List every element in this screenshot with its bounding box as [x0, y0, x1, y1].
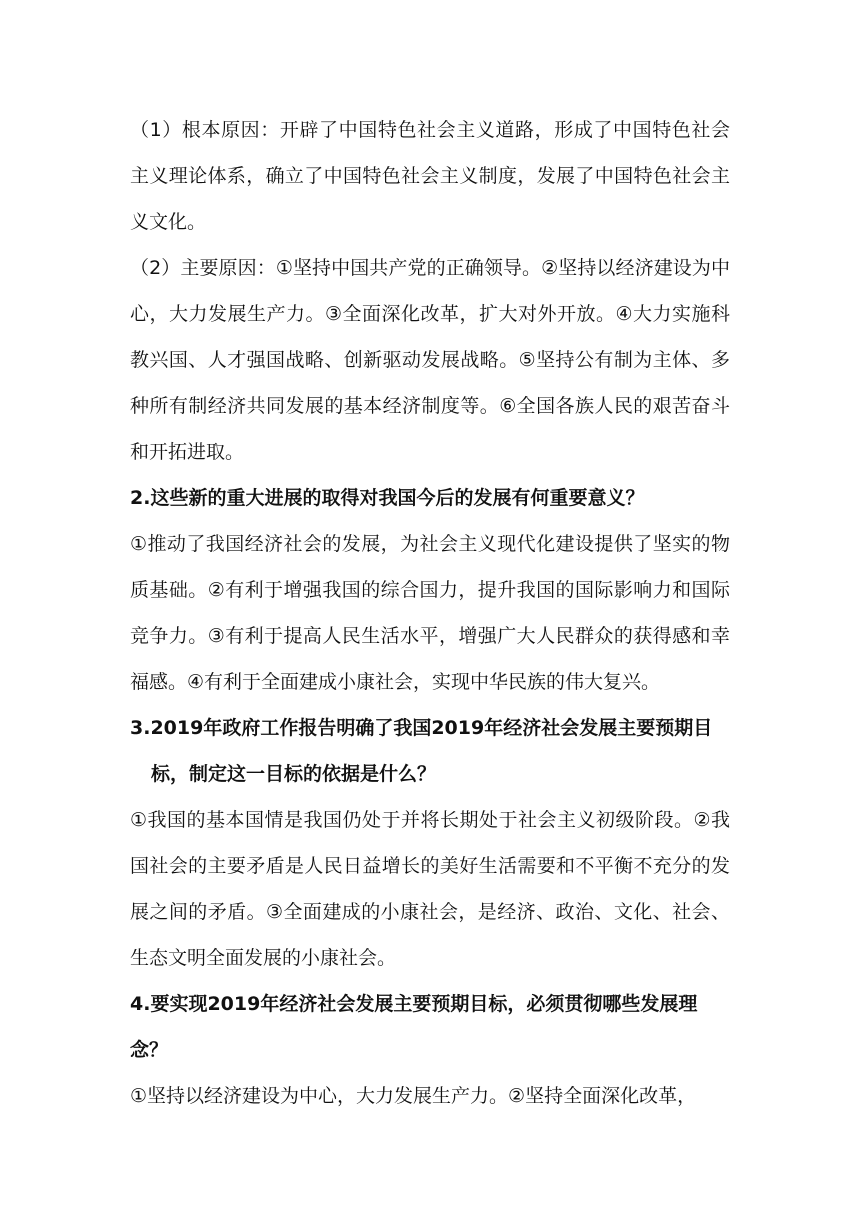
- answer-paragraph-root-cause: （1）根本原因：开辟了中国特色社会主义道路，形成了中国特色社会主义理论体系，确立了中国特色社会主义制度，发展了中国特色社会主义文化。: [130, 119, 730, 233]
- question-2-heading: 2.这些新的重大进展的取得对我国今后的发展有何重要意义？: [130, 487, 645, 509]
- answer-paragraph-basis: ①我国的基本国情是我国仍处于并将长期处于社会主义初级阶段。②我国社会的主要矛盾是人民日益增长的美好生活需要和不平衡不充分的发展之间的矛盾。③全面建成的小康社会，是经济、政治、文化、社会、生态文明全面发展的小康社会。: [130, 809, 730, 969]
- answer-paragraph-significance: ①推动了我国经济社会的发展，为社会主义现代化建设提供了坚实的物质基础。②有利于增强我国的综合国力，提升我国的国际影响力和国际竞争力。③有利于提高人民生活水平，增强广大人民群众的获得感和幸福感。④有利于全面建成小康社会，实现中华民族的伟大复兴。: [130, 533, 730, 693]
- answer-paragraph-development-concepts: ①坚持以经济建设为中心，大力发展生产力。②坚持全面深化改革，: [130, 1085, 697, 1107]
- answer-paragraph-main-causes: （2）主要原因：①坚持中国共产党的正确领导。②坚持以经济建设为中心，大力发展生产力。③全面深化改革，扩大对外开放。④大力实施科教兴国、人才强国战略、创新驱动发展战略。⑤坚持公有制为主体、多种所有制经济共同发展的基本经济制度等。⑥全国各族人民的艰苦奋斗和开拓进取。: [130, 257, 730, 463]
- document-body: [130, 107, 730, 1119]
- question-3-heading: 3.2019年政府工作报告明确了我国2019年经济社会发展主要预期目标，制定这一目标的依据是什么？: [130, 717, 713, 785]
- question-4-heading: 4.要实现2019年经济社会发展主要预期目标，必须贯彻哪些发展理念？: [130, 993, 698, 1061]
